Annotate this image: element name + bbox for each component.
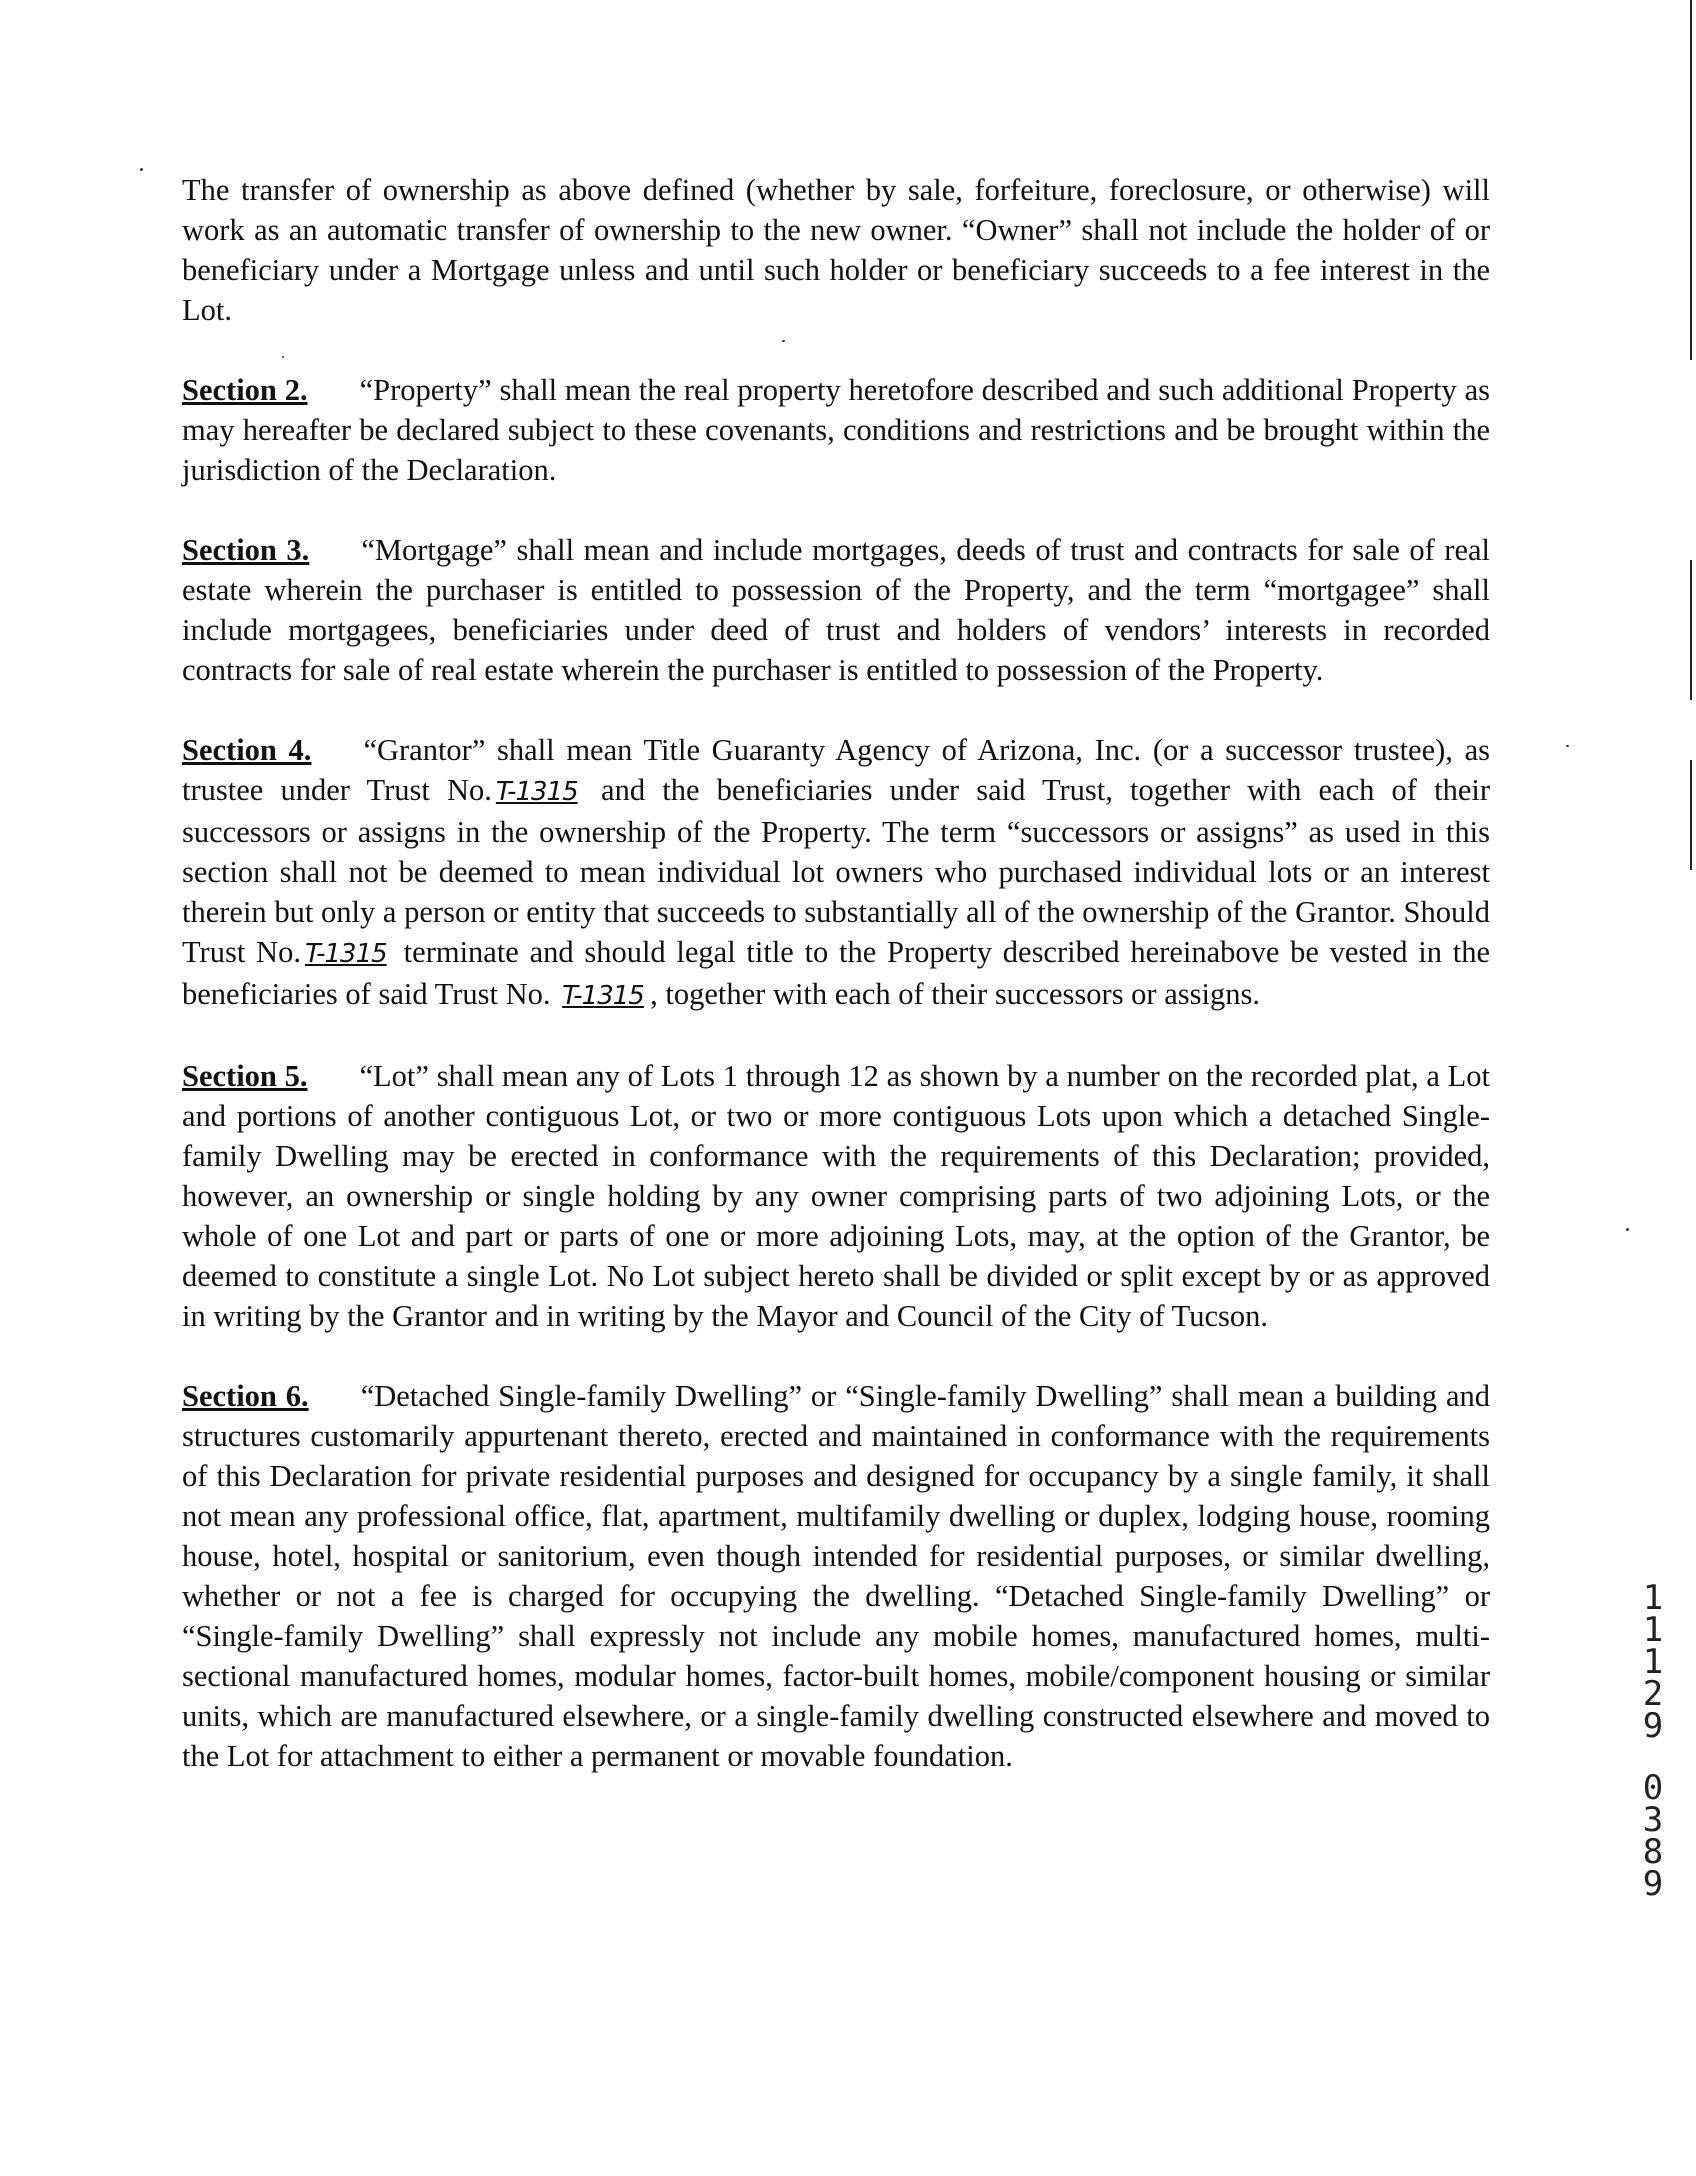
section-4-text-part-2: and the beneficiaries under said Trust, together with each of their successors or assigns in the ownership of the Property. The term “successors or assigns” as used in this section shall not be deemed to mean individual lot owners who purchased individual lots or an interest therein but only a person or entity that succeeds to substantially all of the ownership of the Grantor. Should Trust No. [182,773,1490,969]
section-3-paragraph [182,530,1490,690]
section-2-heading: Section 2. [182,373,308,407]
section-5-heading: Section 5. [182,1059,308,1093]
scan-edge-line [1690,760,1692,870]
section-4-text-part-3: terminate and should legal title to the Property described hereinabove be vested in the beneficiaries of said Trust No. [182,935,1491,1011]
handwritten-trust-number: T-1315 [562,981,644,1011]
body-text [182,170,1490,1816]
scan-speck [140,168,143,171]
stamp-digit: 9 [1642,1706,1664,1746]
stamp-digit: 1 [1642,1642,1664,1682]
stamp-digit: 1 [1642,1578,1664,1618]
recording-stamp [1636,1578,1670,1904]
section-6-paragraph [182,1376,1490,1776]
stamp-digit: 2 [1642,1674,1664,1714]
stamp-digit: 3 [1642,1800,1664,1840]
section-3-heading: Section 3. [182,533,310,567]
section-4-text-part-4: , together with each of their successors or assigns. [650,977,1260,1011]
stamp-digit: 0 [1642,1768,1664,1808]
scan-edge-line [1690,0,1692,360]
handwritten-trust-number: T-1315 [304,939,387,969]
intro-paragraph: The transfer of ownership as above defined (whether by sale, forfeiture, foreclosure, or otherwise) will work as an automatic transfer of ownership to the new owner. “Owner” shall not include the holder of or beneficiary under a Mortgage unless and until such holder or beneficiary succeeds to a fee interest in the Lot. [182,173,1490,327]
section-2-paragraph [182,370,1490,490]
section-6-text: “Detached Single-family Dwelling” or “Single-family Dwelling” shall mean a building and structures customarily appurtenant thereto, erected and maintained in conformance with the requirements of this Declaration for private residential purposes and designed for occupancy by a single family, it shall not mean any professional office, flat, apartment, multifamily dwelling or duplex, lodging house, rooming house, hotel, hospital or sanitorium, even though intended for residential purposes, or similar dwelling, whether or not a fee is charged for occupying the dwelling. “Detached Single-family Dwelling” or “Single-family Dwelling” shall expressly not include any mobile homes, manufactured homes, multi-sectional manufactured homes, modular homes, factor-built homes, mobile/component housing or similar units, which are manufactured elsewhere, or a single-family dwelling constructed elsewhere and moved to the Lot for attachment to either a permanent or movable foundation. [182,1379,1490,1773]
scan-speck [1566,745,1569,747]
stamp-digit: 1 [1642,1610,1664,1650]
section-4-text-part-1: “Grantor” shall mean Title Guaranty Agency of Arizona, Inc. (or a successor trustee), as trustee under Trust No. [182,733,1490,807]
handwritten-trust-number: T-1315 [495,777,578,807]
section-4-paragraph [182,730,1490,1016]
stamp-digit: 8 [1642,1832,1664,1872]
scan-speck [1626,1228,1629,1231]
section-2-text: “Property” shall mean the real property heretofore described and such additional Property as may hereafter be declared subject to these covenants, conditions and restrictions and be brought within the jurisdiction of the Declaration. [182,373,1490,487]
scan-speck [782,340,785,342]
section-5-text: “Lot” shall mean any of Lots 1 through 12 as shown by a number on the recorded plat, a Lot and portions of another contiguous Lot, or two or more contiguous Lots upon which a detached Single-family Dwelling may be erected in conformance with the requirements of this Declaration; provided, however, an ownership or single holding by any owner comprising parts of two adjoining Lots, or the whole of one Lot and part or parts of one or more adjoining Lots, may, at the option of the Grantor, be deemed to constitute a single Lot. No Lot subject hereto shall be divided or split except by or as approved in writing by the Grantor and in writing by the Mayor and Council of the City of Tucson. [182,1059,1491,1333]
stamp-digit: 9 [1642,1864,1664,1904]
scan-speck [282,356,284,358]
section-3-text: “Mortgage” shall mean and include mortgages, deeds of trust and contracts for sale of real estate wherein the purchaser is entitled to possession of the Property, and the term “mortgagee” shall include mortgagees, beneficiaries under deed of trust and holders of vendors’ interests in recorded contracts for sale of real estate wherein the purchaser is entitled to possession of the Property. [182,533,1491,687]
section-4-heading: Section 4. [182,733,312,767]
section-5-paragraph [182,1056,1490,1336]
section-6-heading: Section 6. [182,1379,309,1413]
scan-edge-line [1690,560,1692,700]
